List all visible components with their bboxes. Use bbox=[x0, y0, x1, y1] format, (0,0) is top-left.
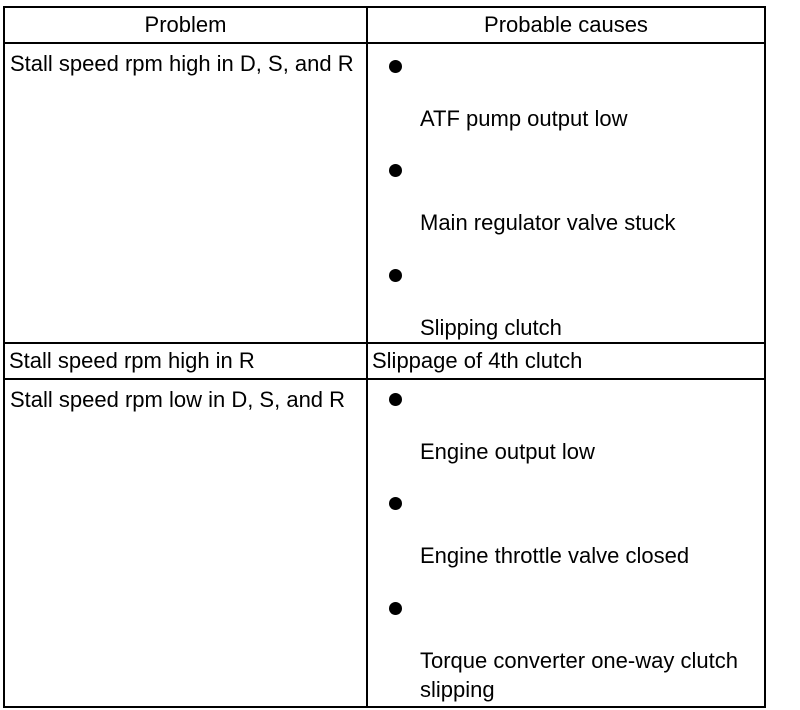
problem-cell: Stall speed rpm high in D, S, and R bbox=[5, 44, 368, 342]
bullet-icon bbox=[389, 60, 402, 73]
cause-item: Engine throttle valve closed bbox=[420, 543, 690, 568]
table-row bbox=[5, 342, 764, 378]
causes-cell bbox=[368, 380, 764, 706]
table-header-row bbox=[5, 8, 764, 42]
table-row bbox=[5, 42, 764, 342]
table-row bbox=[5, 378, 764, 706]
troubleshooting-table bbox=[3, 6, 766, 708]
cause-item: Torque converter one-way clutch slipping bbox=[420, 648, 738, 702]
cause-item: ATF pump output low bbox=[420, 106, 628, 131]
cause-item: Main regulator valve stuck bbox=[420, 210, 676, 235]
header-problem: Problem bbox=[5, 8, 368, 42]
bullet-icon bbox=[389, 269, 402, 282]
bullet-icon bbox=[389, 497, 402, 510]
cause-item: Slipping clutch bbox=[420, 315, 562, 340]
bullet-icon bbox=[389, 164, 402, 177]
causes-cell bbox=[368, 44, 764, 342]
causes-cell: Slippage of 4th clutch bbox=[372, 348, 583, 373]
header-probable-causes: Probable causes bbox=[484, 12, 648, 37]
problem-cell: Stall speed rpm low in D, S, and R bbox=[5, 380, 368, 706]
problem-cell: Stall speed rpm high in R bbox=[5, 344, 368, 378]
cause-item: Engine output low bbox=[420, 439, 595, 464]
bullet-icon bbox=[389, 393, 402, 406]
bullet-icon bbox=[389, 602, 402, 615]
